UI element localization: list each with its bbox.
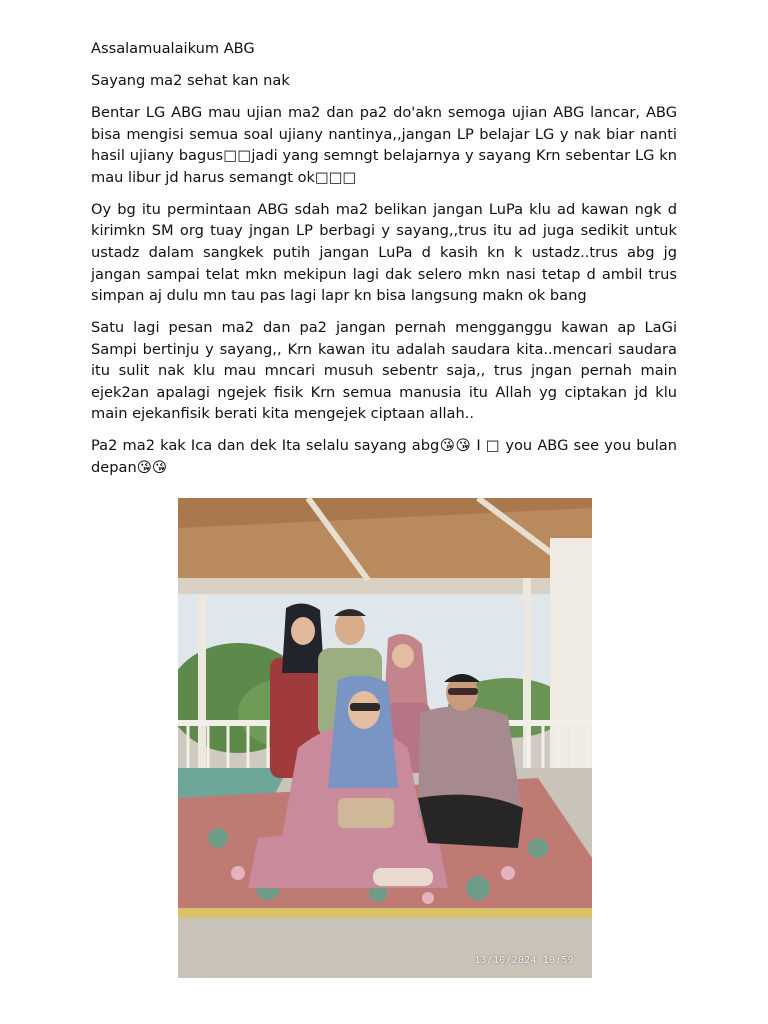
family-photo [178, 498, 592, 978]
letter-body [91, 38, 677, 489]
closing-paragraph: Pa2 ma2 kak Ica dan dek Ita selalu sayang abg😘😘 I □ you ABG see you bulan depan😘😘 [91, 437, 677, 477]
advice-paragraph: Satu lagi pesan ma2 dan pa2 jangan pernah mengganggu kawan ap LaGi Sampi bertinju y sayang,, Krn kawan itu adalah saudara kita..mencari saudara itu sulit nak klu mau mncari musuh sebentr saja,, trus jngan pernah main ejek2an apalagi ngejek fisik Krn semua manusia itu Allah yg ciptakan jd klu main ejekanfisik berati kita mengejek ciptaan allah.. [91, 319, 677, 423]
intro-paragraph: Sayang ma2 sehat kan nak [91, 71, 290, 89]
photo-timestamp: 13/10/2024 10:59 [474, 955, 574, 966]
family-photo-illustration [178, 498, 592, 978]
exam-paragraph: Bentar LG ABG mau ujian ma2 dan pa2 do'akn semoga ujian ABG lancar, ABG bisa mengisi semua soal ujiany nantinya,,jangan LP belajar LG y nak biar nanti hasil ujiany bagus□□jadi yang semngt belajarnya y sayang Krn sebentar LG kn mau libur jd harus semangt ok□□□ [91, 103, 677, 186]
request-paragraph: Oy bg itu permintaan ABG sdah ma2 belikan jangan LuPa klu ad kawan ngk d kirimkn SM org tuay jngan LP berbagi y sayang,,trus itu ad juga sedikit untuk ustadz dalam sangkek putih jangan LuPa d kasih kn k ustadz..trus abg jg jangan sampai telat mkn mekipun lagi dak selero mkn nasi tetap d ambil trus simpan aj dulu mn tau pas lagi lapr kn bisa langsung makn ok bang [91, 200, 677, 305]
greeting-paragraph: Assalamualaikum ABG [91, 40, 255, 57]
